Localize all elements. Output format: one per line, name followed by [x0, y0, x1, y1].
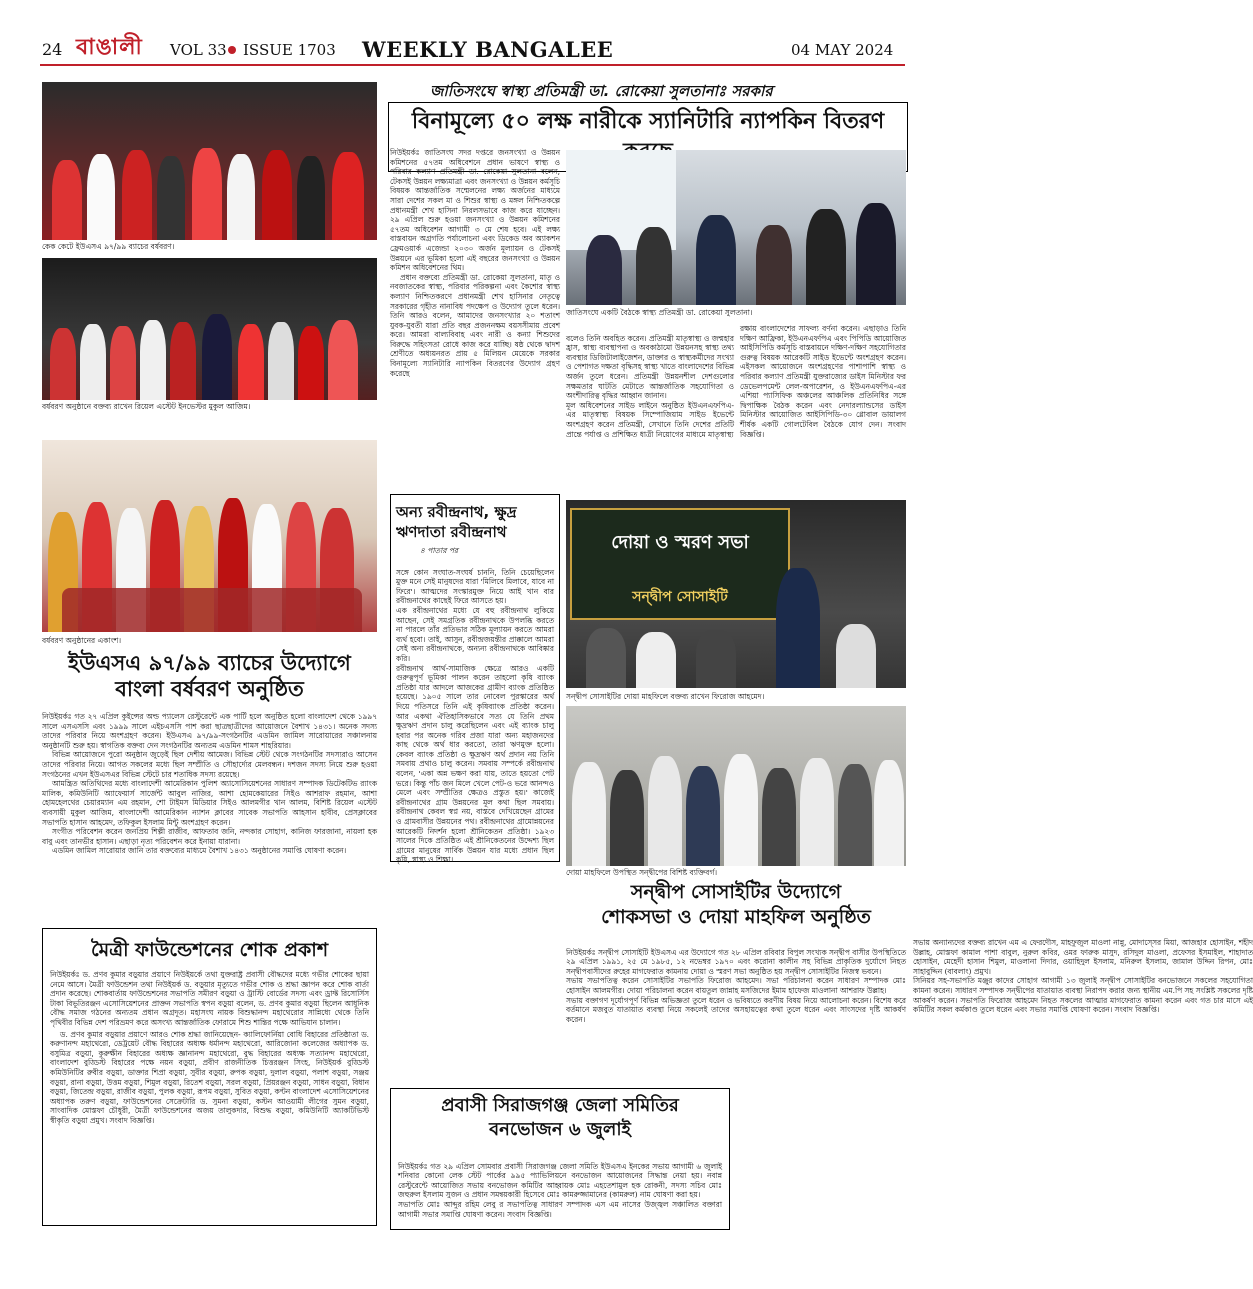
sandwip-body — [566, 938, 1253, 1028]
headline-line: বাংলা বর্ষবরণ অনুষ্ঠিত — [115, 677, 304, 701]
rabindra-body — [396, 558, 554, 865]
paragraph: রক্ষায় বাংলাদেশের সাফল্য বর্ণনা করেন। এছাড়াও তিনি দক্ষিণ আফ্রিকা, ইউএনএফপিএ এবং পিপিডি আয়োজিত আইসিপিডি কর্মসূচি বাস্তবায়নে দক্ষিণ-দক্ষিণ সহযোগিতার গুরুত্ব বিষয়ক আরেকটি সাইড ইভেন্টে অংশগ্রহণ করেন। এইসকল আয়োজনে অংশগ্রহণের পাশাপাশি স্বাস্থ্য ও পরিবার কল্যাণ প্রতিমন্ত্রী যুক্তরাজ্যের ডাইস মিনিস্টার ফর ডেভেলপমেন্ট লেল-অপারেশন, ও ইউএনএফপিএ-এর এশিয়া প্যাসিফিক অঞ্চলের আঞ্চলিক প্রতিনিধির সঙ্গে দ্বিপাক্ষিক বৈঠক করেন এবং নেদারল্যান্ডসের ডাইস মিনিস্টার আয়োজিত আইসিপিডি-৩০ গ্লোবাল ডায়ালগ শীর্ষক একটি গোলটেবিল বৈঠকে যোগ দেন। সংবাদ বিজ্ঞপ্তি। — [740, 324, 906, 439]
main-col2 — [566, 324, 734, 490]
paragraph: প্রধান বক্তব্যে প্রতিমন্ত্রী ডা. রোকেয়া সুলতানা, মাতৃ ও নবজাতকের স্বাস্থ্য, পরিবার পরিকল্পনা এবং কৈশোর স্বাস্থ্য কল্যাণ নিশ্চিতকরণে প্রধানমন্ত্রী শেখ হাসিনার নেতৃত্বে সরকারের গৃহীত নানাবিধ পদক্ষেপ ও উদ্যোগ তুলে ধরেন। তিনি আরও বলেন, আমাদের জনসংখ্যার ২০ শতাংশ যুবক-যুবতী যারা প্রতি বছর প্রজননক্ষম বয়সসীমায় প্রবেশ করে। আমরা বাল্যবিবাহ এবং নারী ও কন্যা শিশুদের বিরুদ্ধে সহিংসতা রোধে কাজ করে যাচ্ছি। ষষ্ঠ থেকে দ্বাদশ শ্রেণীতে অধ্যয়নরত প্রায় ৫ মিলিয়ন মেয়েকে সরকার বিনামূল্যে স্যানিটারি ন্যাপকিন বিতরণের উদ্যোগ গ্রহণ করেছে — [390, 272, 560, 378]
issue-date: 04 MAY 2024 — [791, 41, 894, 59]
photo-caption: কেক কেটে ইউএসএ ৯৭/৯৯ ব্যাচের বর্ষবরণ। — [42, 242, 175, 251]
rabindra-headline: অন্য রবীন্দ্রনাথ, ক্ষুদ্র ঋণদাতা রবীন্দ্রনাথ — [396, 503, 517, 541]
paragraph: নিউইয়র্কঃ গত ২৭ এপ্রিল কুইন্সের অল্ড প্যালেস রেস্টুরেন্টে এক পার্টি হলে অনুষ্ঠিত হলো বাংলাদেশ থেকে ১৯৯৭ সালে এসএসসি এবং ১৯৯৯ সালে এইচএসসি পাশ করা ছাত্রছাত্রীদের আয়োজনে বৈশাখ ১৪৩১। অনেক সদস্য তাদের পরিবার নিয়ে অংশগ্রহণ করেন। ইউএসএ ৯৭/৯৯-সংগঠনটির এডমিন জামিল সারোয়ারের সঞ্চালনায় অনুষ্ঠানটি শুরু হয়। স্বাগতিক বক্তব্য দেন সংগঠনটির অন্যতম এডমিন শামস শাহরিয়ার। — [42, 712, 377, 750]
volume: VOL 33 — [170, 41, 227, 59]
logo: বাঙালী — [76, 35, 143, 60]
headline-line: বনভোজন ৬ জুলাই — [489, 1119, 631, 1140]
main-headline: বিনামূল্যে ৫০ লক্ষ নারীকে স্যানিটারি ন্যাপকিন বিতরণ — [388, 102, 908, 172]
photo-sandwip-audience — [566, 706, 906, 866]
meeting-figures — [566, 556, 906, 688]
moitri-body — [50, 970, 369, 1222]
headline-line: প্রবাসী সিরাজগঞ্জ জেলা সমিতির — [441, 1095, 679, 1116]
banner-title: দোয়া ও স্মরণ সভা — [611, 532, 749, 553]
main-col1 — [390, 148, 560, 490]
sirajganj-headline — [396, 1094, 724, 1142]
paragraph: আমন্ত্রিত অতিথিদের মধ্যে বাংলাদেশী আমেরিকান পুলিশ অ্যাসোসিয়েশনের সাধারণ সম্পাদক ডিটেকটিভ র‍্যাংক মালিক, কমিউনিটি অ্যাফেয়ার্স সার্জেন্ট আবুল নাজির, আশা হোমকেয়ারের সিইও আশরাফ রহমান, আশা হোমহেলথের চেয়ারম্যান এম রহমান, শো টাইমস মিডিয়ার সিইও আলমগীর খান আলম, বিশিষ্ট রিয়েল এস্টেট ব্যবসায়ী মুকুল আজিম, বাংলাদেশী আমেরিকান ন্যাশন ক্লাবের সাবেক সভাপতি আহসান হাবীব, প্রেসক্লাবের সভাপতি হাসান আহমেদ, তফিকুল ইসলাম মিন্টু অংশগ্রহণ করেন। — [42, 779, 377, 827]
photo-caption: বর্ষবরণ অনুষ্ঠানের একাংশ। — [42, 636, 122, 645]
photo-caption: জাতিসংঘে একটি বৈঠকে স্বাস্থ্য প্রতিমন্ত্রী ডা. রোকেয়া সুলতানা। — [566, 308, 753, 317]
masthead — [0, 0, 945, 72]
paragraph: নিউইয়র্কঃ সন্দ্বীপ সোসাইটি ইউএসএ এর উদ্যোগে গত ২৮ এপ্রিল রবিবার বিপুল সংখ্যক সন্দ্বীপ বাসীর উপস্থিতিতে ২৯ এপ্রিল ১৯৯১, ২৫ মে ১৯৮৫, ১২ নভেম্বর ১৯৭০ এবং করোনা কালীন সহ বিভিন্ন প্রাকৃতিক দুর্যোগে নিহত সন্দ্বীপবাসীদের রুহের মাগফেরাত কামনায় দোয়া ও স্মরণ সভা অনুষ্ঠিত হয় সন্দ্বীপ সোসাইটির নিজস্ব ভবনে। সভায় সভাপতিত্ব করেন সোসাইটির সভাপতি ফিরোজ আহমেদ। সভা পরিচালনা করেন সাধারণ সম্পাদক মোঃ হোসাইন আলমগীর। দোয়া পরিচালনা করেন বায়তুল জান্নাহ মসজিদের ইমাম হাফেজ মাওলানা আশরাফ উল্লাহ। সভায় বক্তাগণ দূর্যোগপূর্ণ বিভিন্ন অভিজ্ঞতা তুলে ধরেন ও ভবিষ্যতে করণীয় বিষয় নিয়ে আলোচনা করেন। বিশেষ করে বর্তমানে মজবুত যাতায়াত ব্যবস্থা নিয়ে সকলেই তাদের অসহায়ত্বের কথা তুলে ধরেন এবং সাংসদের দৃষ্টি আকর্ষণ করেন। সভায় অন্যান্যদের বক্তব্য রাখেন এম এ ফেরদৌস, মাহফুজুল মাওলা নান্নু, মোদাস্সের মিয়া, আজহার হোসাইন, শহীদ উল্লাহ, মোস্তফা কামাল পাশা বাবুল, নুরুল কবির, ওমর ফারুক মাসুদ, রসিদুল মাওলা, প্রফেসর ইসমাইল, শাহাদাত হোসাইন, মেহেদী হাসান শিমুল, মাওলানা দিদার, ওয়াহিদুল ইসলাম, মনিরুল ইসলাম, জামাল উদ্দিন রিপন, মোঃ সাহাবুদ্দিন (বাবলাং) প্রমুখ। সিনিয়র সহ-সভাপতি মঞ্জুর কাদের সোহাগ আগামী ১৩ জুলাই সন্দ্বীপ সোসাইটির বনভোজনে সকলের সহযোগিতা কামনা করেন। সাধারণ সম্পাদক সন্দ্বীপের যাতায়াত ব্যবস্থা নিরাপদ করার জন্য স্থানীয় এম.পি সহ সংশ্লিষ্ট সকলের দৃষ্টি আকর্ষণ করেন। সভাপতি ফিরোজ আহমেদ নিহত সকলের আত্মার মাগফেরাত কামনা করেন এবং গত চার মাসে এই কমিটির সকল কর্মকাণ্ড তুলে ধরেন এবং সভার সমাপ্তি ঘোষণা করেন। সংবাদ বিজ্ঞপ্তি। — [566, 938, 1253, 1024]
paragraph: বিভিন্ন আয়োজনে পুরো অনুষ্ঠান জুড়েই ছিল দেশীয় আমেজ। বিভিন্ন স্টেট থেকে সংগঠনটির সদস্যরাও আসেন তাদের পরিবার নিয়ে। আগত সকলের মধ্যে ছিল সম্প্রীতি ও সৌহার্দ্যের মেলবন্ধন। দশজন সদস্য নিয়ে শুরু হওয়া সংগঠনের এখন ইউএসএর বিভিন্ন স্টেটে চার শতাধিক সদস্য রয়েছে। — [42, 750, 377, 779]
header-rule — [40, 64, 905, 66]
moitri-headline: মৈত্রী ফাউন্ডেশনের শোক প্রকাশ — [90, 939, 329, 961]
crowd-figures — [42, 145, 377, 240]
continued-label: ৪ পাতার পর — [420, 546, 459, 555]
headline-line: সন্দ্বীপ সোসাইটির উদ্যোগে — [630, 881, 842, 903]
main-kicker: জাতিসংঘে স্বাস্থ্য প্রতিমন্ত্রী ডা. রোকেয়া সুলতানাঃ সরকার — [430, 82, 773, 100]
sirajganj-body — [398, 1152, 722, 1226]
sandwip-body-continued — [735, 1032, 906, 1218]
photo-group — [42, 440, 377, 632]
crowd-figures — [42, 478, 377, 632]
headline-line: শোকসভা ও দোয়া মাহফিল অনুষ্ঠিত — [601, 906, 871, 928]
main-col3 — [740, 324, 906, 490]
crowd-figures — [42, 315, 377, 400]
paragraph: সঙ্গে কোন সংঘাত-সংঘর্ষ চাননি, তিনি চেয়েছিলেন মুক্ত মনে সেই মানুষদের যারা 'মিলিবে মিলাবে, যাবে না ফিরে'। আত্মদের সংস্কারমুক্ত নিয়ে আই খান বার রবীন্দ্রনাথের কাছেই ফিরে আসতে হয়। এক রবীন্দ্রনাথের মধ্যে যে বহু রবীন্দ্রনাথ লুকিয়ে আছেন, সেই সমগ্রতিক রবীন্দ্রনাথকে উপলব্ধি করতে না পারলে তাঁর প্রতিভার সঠিক মূল্যায়ন করতে আমরা ব্যর্থ হবো। তাই, আসুন, রবীন্দ্রজয়ন্তীর প্রাক্কালে আমরা সেই অন্য রবীন্দ্রনাথকে, অন্যন্য রবীন্দ্রনাথকে আবিষ্কার করি। রবীন্দ্রনাথ আর্থ-সামাজিক ক্ষেত্রে আরও একটি গুরুত্বপূর্ণ ভূমিকা পালন করেন তাহলো কৃষি ব্যাংক প্রতিষ্ঠা যার আদলে আজকের গ্রামীণ ব্যাংক প্রতিষ্ঠিত হয়েছে। ১৯০৫ সালে তার নোবেল পুরস্কারের অর্থ দিয়ে পতিসরে তিনি এই কৃষিব্যাংক প্রতিষ্ঠা করেন। আর একথা ঐতিহাসিকভাবে সত্য যে তিনি প্রথম ক্ষুদ্রঋণ প্রদান চালু করেছিলেন এবং এই ব্যাংক চালু হবার পর অনেক গরিব প্রজা যারা অন্য মহাজনদের কাছ থেকে অর্থ ধার করতো, তারা ঋণমুক্ত হলো। কেবল ব্যাংক প্রতিষ্ঠা ও ক্ষুদ্রঋণ অর্থ প্রদান নয় তিনি সমবায় প্রথাও চালু করেন। সমবায় সম্পর্কে রবীন্দ্রনাথ বলেন, 'একা অন্ন ভক্ষণ করা যায়, তাতে হয়তো পেট ভরে। কিন্তু পাঁচ জন মিলে খেলে পেট-ও ভরে আনন্দও মেলে এবং সম্প্রীতির ক্ষেত্রও প্রস্তুত হয়।' কাজেই রবীন্দ্রনাথের গ্রাম উন্নয়নের মূল কথা ছিল সমবায়। রবীন্দ্রনাথ কেবল স্বপ্ন নয়, বাস্তবে দেখিয়েছেন গ্রামের ও গ্রামবাসীর উন্নয়নের পথ। রবীন্দ্রনাথের গ্রামোন্নয়নের আরেকটি নিদর্শন হলো শ্রীনিকেতন প্রতিষ্ঠা। ১৯২৩ সালের দিকে প্রতিষ্ঠিত এই শ্রীনিকেতনের উদ্দেশ্য ছিল গ্রামের মানুষের সার্বিক উন্নয়ন যার মধ্যে প্রধান ছিল কৃষি, স্বাস্থ্য ও শিক্ষা। — [396, 567, 554, 865]
paragraph: নিউইয়র্কঃ জাতিসংঘ সদর দপ্তরে জনসংখ্যা ও উন্নয়ন কমিশনের ৫৭তম অধিবেশনে প্রধান ভাষণে স্বাস্থ্য ও পরিবার কল্যাণ প্রতিমন্ত্রী ডা. রোকেয়া সুলতানা বলেন, টেকসই উন্নয়ন লক্ষ্যমাত্রা এবং জনসংখ্যা ও উন্নয়ন কর্মসূচি বিষয়ক আন্তর্জাতিক সম্মেলনের লক্ষ্য অর্জনের মাধ্যমে সারা দেশের সকল মা ও শিশুর স্বাস্থ্য ও মঙ্গল নিশ্চিতকল্পে প্রধানমন্ত্রী শেখ হাসিনা নিরলসভাবে কাজ করে যাচ্ছেন। ২৯ এপ্রিল শুরু হওয়া জনসংখ্যা ও উন্নয়ন কমিশনের ৫৭তম অধিবেশন আগামী ৩ মে শেষ হবে। এই লক্ষ্য বাস্তবায়ন অগ্রগতি পর্যালোচনা এবং ডিকেড অব অ্যাকশন ফ্রেমওয়ার্ক এজেন্ডা ২০৩০ অর্জন মূল্যায়ন ও টেকসই উন্নয়নে এর ভূমিকা হলো এই বছরের জনসংখ্যা ও উন্নয়ন কমিশন অধিবেশনের থিম। — [390, 148, 560, 273]
paragraph: এডমিন জামিল সারোয়ার জানি তার বক্তব্যের মাধ্যমে বৈশাখ ১৪৩১ অনুষ্ঠানের সমাপ্তি ঘোষণা করেন। — [52, 846, 347, 856]
paper-name: WEEKLY BANGALEE — [362, 37, 614, 62]
banner-subtitle: সন্দ্বীপ সোসাইটি — [632, 589, 728, 605]
batch-body — [42, 712, 377, 918]
photo-un-meeting — [566, 150, 906, 305]
photo-sandwip-speech — [566, 500, 906, 688]
headline-line: ইউএসএ ৯৭/৯৯ ব্যাচের উদ্যোগে — [68, 651, 351, 675]
photo-caption: দোয়া মাহফিলে উপস্থিত সন্দ্বীপের বিশিষ্ট ব্যক্তিবর্গ। — [566, 868, 718, 877]
audience-figures — [566, 730, 906, 866]
photo-speech — [42, 258, 377, 400]
paragraph: সংগীত পরিবেশন করেন জনপ্রিয় শিল্পী রাজীব, আফতাব জনি, নন্দকার সোহাগ, কানিজ ফারজানা, নায়লা হক বাবু এবং তানভীর হাসান। এছাড়া নৃত্য পরিবেশন করে ইনায়া যারানা। — [42, 827, 377, 846]
batch-headline — [42, 650, 377, 702]
paragraph: নিউইয়র্কঃ গত ২৯ এপ্রিল সোমবার প্রবাসী সিরাজগঞ্জ জেলা সমিতি ইউএসএ ইনকের সভায় আগামী ৬ জুলাই শনিবার কোনো লেক স্টেট পার্কের ৯৯৫ প্যাভিলিয়নে বনভোজন আয়োজনের সিদ্ধান্ত নেয়া হয়। নবান্ন রেস্টুরেন্টে আয়োজিত সভায় বনভোজন কমিটির আহ্বায়ক মোঃ এহতেশামুল হক রোকনী, সদস্য সচিব মোঃ জহুরুল ইসলাম সুজন ও প্রধান সমন্বয়কারী হিসেবে মোঃ কামরুজ্জামানের (কামরুল) নাম ঘোষণা করা হয়। সভাপতি মোঃ আব্দুর রহিম লেবু র সভাপতিত্ব সাধারণ সম্পাদক এস এম নাসের উজ্জ্বল সঞ্চালিত বক্তারা আগামী সভার সমাপ্তি ঘোষণা করেন। সংবাদ বিজ্ঞপ্তি। — [398, 1161, 722, 1219]
page-number: 24 — [42, 40, 63, 59]
bullet-icon — [228, 46, 236, 54]
paragraph: বলেও তিনি অবহিত করেন। প্রতিমন্ত্রী মাতৃস্বাস্থ্য ও জন্মহার হ্রাস, স্বাস্থ্য ব্যবস্থাপনা ও অবকাঠামো উন্নয়নসহ স্বাস্থ্য তথ্য ব্যবস্থার ডিজিটালাইজেশন, ডাক্তার ও স্বাস্থ্যকর্মীদের সংখ্যা ও পেশাগত দক্ষতা বৃদ্ধিসহ স্বাস্থ্য খাতে বাংলাদেশের বিভিন্ন অর্জন তুলে ধরেন। প্রতিমন্ত্রী উন্নয়নশীল দেশগুলোর সক্ষমতার ঘাটতি মেটাতে আন্তর্জাতিক সহযোগিতা ও অংশীদারিত্ব বৃদ্ধির আহ্বান জানান। মূল অধিবেশনের সাইড লাইনে অনুষ্ঠিত ইউএনএফপিএ-এর মাতৃস্বাস্থ্য বিষয়ক সিম্পোজিয়াম সাইড ইভেন্টে অংশগ্রহণ করেন প্রতিমন্ত্রী, সেখানে তিনি দেশের প্রতিটি প্রান্তে পর্যাপ্ত ও প্রশিক্ষিত ধাত্রী নিয়োগের মাধ্যমে মাতৃস্বাস্থ্য — [566, 333, 734, 439]
paragraph: নিউইয়র্কঃ ড. প্রণব কুমার বড়ুয়ার প্রয়াণে নিউইয়র্কে তথা যুক্তরাষ্ট্র প্রবাসী বৌদ্ধদের মধ্যে গভীর শোকের ছায়া নেমে আসে। মৈত্রী ফাউন্ডেশন তথা নিউইয়র্ক ড. বড়ুয়ার মৃত্যুতে গভীর শোক ও শ্রদ্ধা জ্ঞাপন করে শোক বার্তা প্রদান করেছে। শোকবার্তায় ফাউন্ডেশনের সভাপতি সমীরণ বড়ুয়া ও ট্রাস্টি বোর্ডের সদস্য এবং ড্রাফ্ট রিসোর্সিস টাকা বিভূতিরঞ্জন এসোসিয়েশনের প্রাক্তন সভাপতি স্বপন বড়ুয়া বলেন, ড. প্রণব কুমার বড়ুয়া ছিলেন আধুনিক বৌদ্ধ সমাজ গঠনের অন্যতম প্রধান অগ্রদূত। মহাসংঘ নায়ক বিশুদ্ধানন্দ মহাথেরোর সান্নিধ্যে থেকে তিনি পৃথিবীর বিভিন্ন দেশ পরিভ্রমণ করে অসংখ্য আন্তর্জাতিক ফোরামে শিশু শান্তির পক্ষে আভিযান চালান। — [50, 970, 369, 1027]
photo-cake-cutting — [42, 82, 377, 240]
photo-caption: সন্দ্বীপ সোসাইটির দোয়া মাহফিলে বক্তব্য রাখেন ফিরোজ আহমেদ। — [566, 692, 765, 701]
paragraph: ড. প্রণব কুমার বড়ুয়ার প্রয়াণে আরও শোক শ্রদ্ধা জানিয়েছেন- ক্যালিফোর্নিয়া বোধি বিহারের প্রতিষ্ঠাতা ড. করুণানন্দ মহাথেরো, ডেট্রয়েট বৌদ্ধ বিহারের অধ্যক্ষ ধর্মানন্দ মহাথেরো, আরিজোনা কলেজের অধ্যাপক ড. বসুমিত্র বড়ুয়া, কুরুক্ষীন বিহারের অধ্যক্ষ জ্ঞানানন্দ মহাথেরো, বুদ্ধ বিহারের অধ্যক্ষ সত্যানন্দ মহাথেরো, বাংলাদেশ বুড্ডিস্ট বিহারের পক্ষে নয়ন বড়ুয়া, প্রবীণ রাজনীতিক চিত্তরঞ্জন সিংহ, নিউইয়র্ক বুড্ডিস্ট কমিউনিটির রুবীর বড়ুয়া, ডাক্তার শিপ্রা বড়ুয়া, সুবীর বড়ুয়া, রুপক বড়ুয়া, দুলাল বড়ুয়া, পলাশ বড়ুয়া, সঞ্জয় বড়ুয়া, রানা বড়ুয়া, উত্তম বড়ুয়া, শিমুল বড়ুয়া, রিতেশ বড়ুয়া, সরল বড়ুয়া, প্রিয়রঞ্জন বড়ুয়া, সাধন বড়ুয়া, বিধান বড়ুয়া, জিতেন্দ্র বড়ুয়া, রাজীব বড়ুয়া, পুলক বড়ুয়া, রূপম বড়ুয়া, সুবিত বড়ুয়া, কণ্টন বাংলাদেশ এসোসিয়েশনের অধ্যাপক তরুণ বড়ুয়া, ফাউন্ডেশনের সেক্রেটারি ড. সুমনা বড়ুয়া, কস্টন আওয়ামী লীগের সুমন বড়ুয়া, সাংবাদিক মোস্তফা চৌধুরী, মৈত্রী ফাউন্ডেশনের অজয় তালুকদার, বিশুদ্ধ বড়ুয়া, কমিউনিটি অ্যাকটিভিস্ট স্বীকৃতি বড়ুয়া প্রমুখ। সংবাদ বিজ্ঞপ্তি। — [50, 1029, 369, 1125]
issue: ISSUE 1703 — [243, 41, 336, 59]
sandwip-headline — [566, 880, 906, 930]
meeting-figures — [566, 189, 906, 305]
photo-caption: বর্ষবরণ অনুষ্ঠানে বক্তব্য রাখেন রিয়েল এস্টেট ইনভেস্টর মুকুল আজিম। — [42, 402, 251, 411]
